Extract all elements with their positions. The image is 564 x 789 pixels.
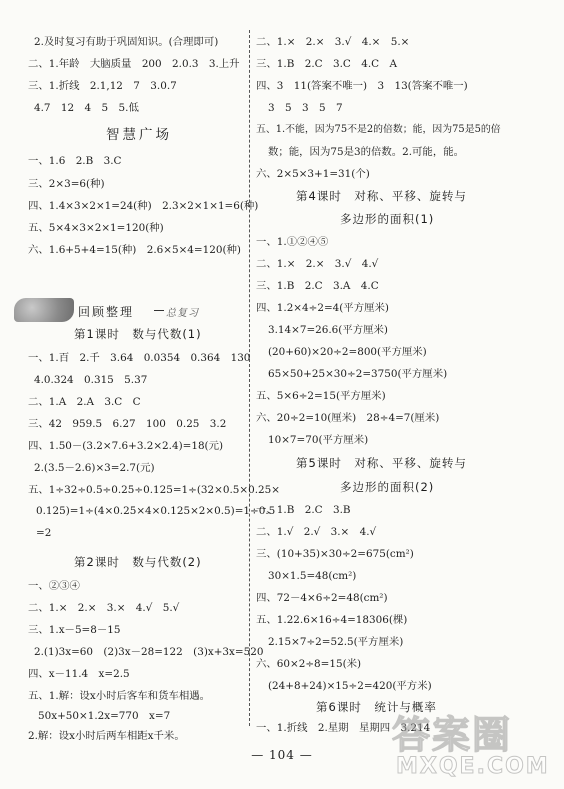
answer-line: 四、1.4×3×2×1=24(种) 2.3×2×1×1=6(种)	[28, 200, 259, 212]
answer-line: 2.解：设x小时后两车相距x千米。	[28, 730, 185, 742]
answer-line: 三、2×3=6(种)	[28, 178, 105, 190]
answer-line: (20+60)×20÷2=800(平方厘米)	[268, 346, 427, 358]
answer-line: 一、②③④	[28, 580, 80, 592]
answer-line: 三、1.B 2.C 3.C 4.C A	[256, 58, 397, 70]
answer-line: 4.0.324 0.315 5.37	[34, 374, 148, 386]
answer-line: 二、1.√ 2.√ 3.× 4.√	[256, 526, 377, 538]
answer-line: 四、x－11.4 x=2.5	[28, 668, 130, 680]
answer-line: 2.(3.5－2.6)×3=2.7(元)	[34, 462, 155, 474]
watermark-logo-text: 答案圈	[392, 713, 513, 757]
lesson-title: 第6课时 统计与概率	[316, 700, 437, 714]
section-title: 智慧广场	[106, 127, 172, 143]
answer-line: 六、1.6+5+4=15(种) 2.6×5×4=120(种)	[28, 244, 241, 256]
column-divider	[249, 30, 250, 726]
page-number: — 104 —	[251, 748, 313, 762]
answer-line: 三、1.B 2.C 3.A 4.C	[256, 280, 379, 292]
answer-line: 一、1.6 2.B 3.C	[28, 155, 122, 167]
answer-line: 3.14×7=26.6(平方厘米)	[268, 324, 388, 336]
lesson-title: 多边形的面积(1)	[340, 212, 435, 226]
banner-title: 回顾整理	[78, 305, 135, 319]
answer-line: 六、60×2÷8=15(米)	[256, 658, 362, 670]
answer-line: (24+8+24)×15÷2=420(平方米)	[268, 680, 432, 692]
lesson-title: 第2课时 数与代数(2)	[74, 555, 202, 569]
answer-line: =2	[36, 527, 52, 539]
answer-line: 2.15×7÷2=52.5(平方厘米)	[268, 636, 404, 648]
lesson-title: 多边形的面积(2)	[340, 480, 435, 494]
banner-decoration	[14, 298, 74, 322]
review-banner	[14, 298, 252, 322]
answer-line: 五、1÷32÷0.5÷0.25÷0.125=1÷(32×0.5×0.25×	[28, 484, 280, 496]
watermark	[386, 704, 556, 784]
answer-line: 50x+50×1.2x=770 x=7	[38, 710, 171, 722]
answer-line: 二、1.× 2.× 3.√ 4.× 5.×	[256, 36, 410, 48]
answer-line: 二、1.× 2.× 3.× 4.√ 5.√	[28, 602, 180, 614]
answer-line: 三、42 959.5 6.27 100 0.25 3.2	[28, 418, 227, 430]
answer-line: 3 5 3 5 7	[268, 102, 343, 114]
answer-line: 六、20÷2=10(厘米) 28÷4=7(厘米)	[256, 412, 440, 424]
answer-line: 二、1.× 2.× 3.√ 4.√	[256, 258, 379, 270]
banner-dash	[154, 310, 164, 311]
lesson-title: 第4课时 对称、平移、旋转与	[296, 189, 467, 203]
answer-line: 三、(10+35)×30÷2=675(cm²)	[256, 548, 414, 560]
answer-line: 五、1.解：设x小时后客车和货车相遇。	[28, 690, 211, 702]
answer-line: 四、72－4×6÷2=48(cm²)	[256, 592, 388, 604]
answer-line: 五、1.22.6×16÷4=18306(棵)	[256, 614, 408, 626]
answer-line: 10×7=70(平方厘米)	[268, 434, 369, 446]
answer-line: 五、5×6÷2=15(平方厘米)	[256, 390, 386, 402]
banner-subtitle: 总复习	[166, 308, 199, 319]
answer-line: 4.7 12 4 5 5.低	[34, 102, 139, 114]
answer-line: 一、1.①②④⑤	[256, 236, 329, 248]
answer-line: 二、1.年龄 大脑质量 200 2.0.3 3.上升	[28, 58, 240, 70]
lesson-title: 第1课时 数与代数(1)	[74, 327, 202, 341]
answer-line: 三、1.折线 2.1,12 7 3.0.7	[28, 80, 177, 92]
answer-line: 六、2×5×3+1=31(个)	[256, 168, 370, 180]
answer-line: 四、3 11(答案不唯一) 3 13(答案不唯一)	[256, 80, 468, 92]
answer-line: 一、1.百 2.千 3.64 0.0354 0.364 130	[28, 352, 251, 364]
watermark-url: MXQE.COM	[396, 754, 550, 779]
answer-line: 65×50+25×30÷2=3750(平方厘米)	[268, 368, 448, 380]
answer-line: 2.及时复习有助于巩固知识。(合理即可)	[34, 36, 219, 48]
answer-line: 0.125)=1÷(4×0.25×4×0.125×2×0.5)=1÷0.5	[36, 505, 276, 517]
answer-line: 2.(1)3x=60 (2)3x－28=122 (3)x+3x=520	[34, 646, 264, 658]
lesson-title: 第5课时 对称、平移、旋转与	[296, 456, 467, 470]
answer-line: 二、1.A 2.A 3.C C	[28, 396, 141, 408]
answer-line: 一、1.B 2.C 3.B	[256, 504, 351, 516]
answer-line: 五、1.不能，因为75不是2的倍数；能，因为75是5的倍	[256, 124, 501, 135]
answer-line: 四、1.50－(3.2×7.6+3.2×2.4)=18(元)	[28, 440, 224, 452]
answer-line: 三、1.x－5=8－15	[28, 624, 121, 636]
answer-line: 一、1.折线 2.星期 星期四 3.214	[256, 722, 431, 734]
answer-line: 30×1.5=48(cm²)	[268, 570, 357, 582]
answer-line: 四、1.2×4÷2=4(平方厘米)	[256, 302, 389, 314]
answer-line: 五、5×4×3×2×1=120(种)	[28, 222, 164, 234]
answer-line: 数；能，因为75是3的倍数。2.可能，能。	[268, 146, 464, 158]
